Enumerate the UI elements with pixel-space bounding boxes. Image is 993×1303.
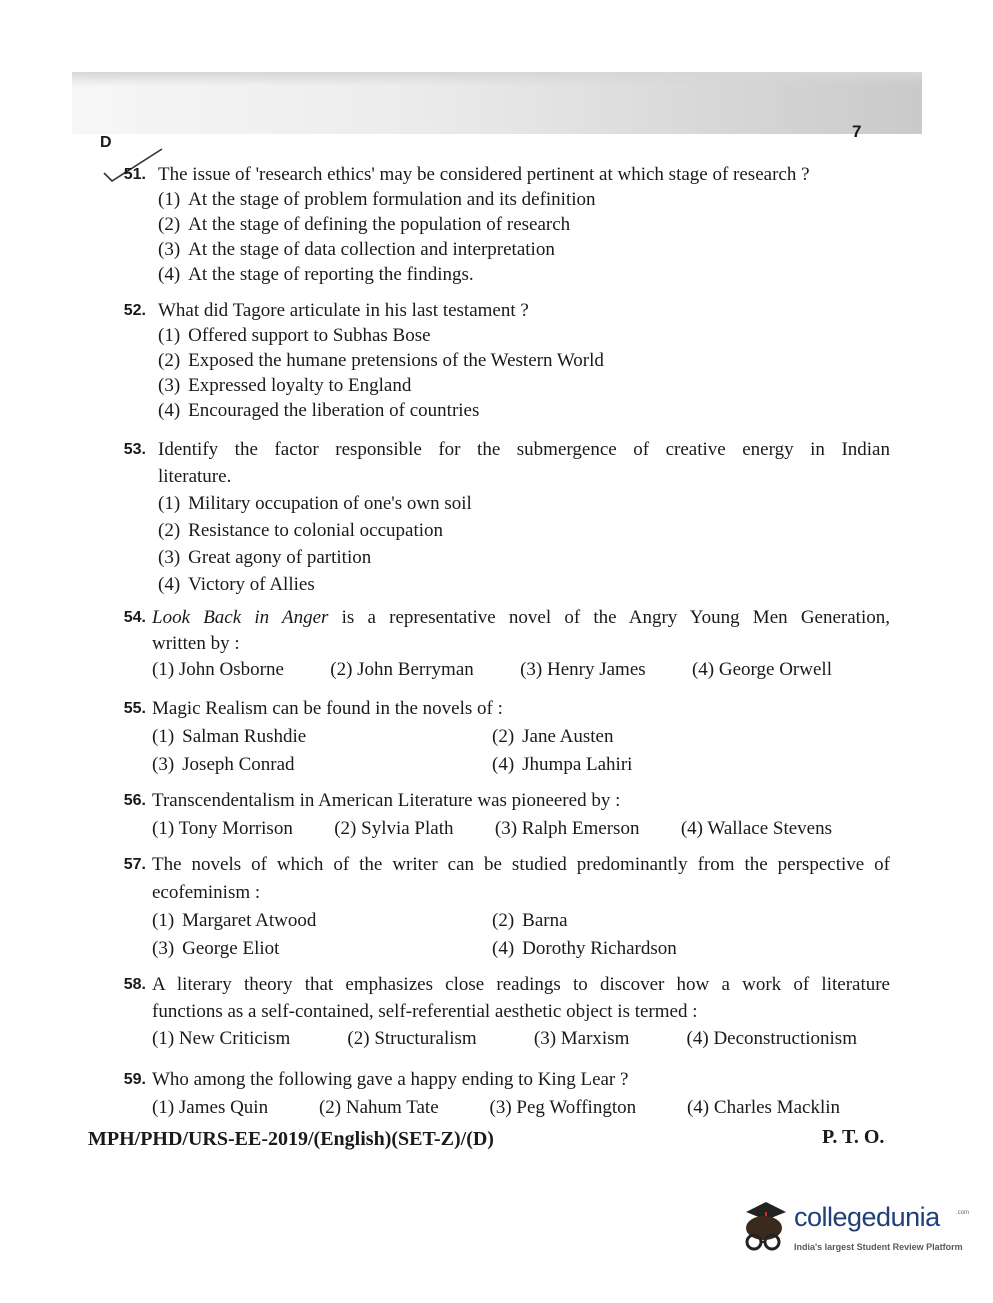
scan-shadow-strip <box>72 72 922 134</box>
option: (2) Jane Austen <box>492 726 614 747</box>
option: (3) Great agony of partition <box>158 547 372 568</box>
page-number: 7 <box>852 122 862 141</box>
collegedunia-watermark <box>736 1198 970 1262</box>
option: (3) Peg Woffington <box>489 1097 637 1118</box>
question-number: 55. <box>123 700 146 717</box>
options-row <box>152 751 890 779</box>
question-52 <box>100 298 890 423</box>
option: (4) Wallace Stevens <box>680 818 832 839</box>
options-row <box>152 1094 840 1122</box>
question-number: 51. <box>123 166 146 183</box>
option: (3) Henry James <box>520 659 646 680</box>
option: (2) Nahum Tate <box>318 1097 439 1118</box>
question-58 <box>100 971 890 1052</box>
option: (4) Encouraged the liberation of countries <box>158 400 480 421</box>
question-text-line2: written by : <box>152 633 240 654</box>
question-text: What did Tagore articulate in his last testament ? <box>158 300 529 321</box>
question-text-line2: ecofeminism : <box>152 882 261 903</box>
option: (3) Expressed loyalty to England <box>158 375 412 396</box>
option: (1) Tony Morrison <box>152 818 293 839</box>
book-title: Look Back in Anger <box>152 607 329 628</box>
option: (1) At the stage of problem formulation and its definition <box>158 189 596 210</box>
question-text-line1: The novels of which of the writer can be studied predominantly from the perspective of <box>152 854 890 875</box>
question-text-line1: Identify the factor responsible for the submergence of creative energy in Indian <box>158 439 890 460</box>
question-number: 59. <box>123 1071 146 1088</box>
options-row <box>152 723 890 751</box>
exam-code: MPH/PHD/URS-EE-2019/(English)(SET-Z)/(D) <box>88 1128 494 1150</box>
option: (1) James Quin <box>152 1097 269 1118</box>
question-number: 57. <box>123 856 146 873</box>
question-number: 54. <box>123 609 146 626</box>
option: (4) Dorothy Richardson <box>492 938 677 959</box>
question-55 <box>100 695 890 779</box>
question-number: 56. <box>123 792 146 809</box>
question-53 <box>100 436 890 598</box>
option: (3) Ralph Emerson <box>494 818 640 839</box>
question-59 <box>100 1066 890 1122</box>
domain-superscript: .com <box>956 1210 970 1216</box>
question-number: 52. <box>123 302 146 319</box>
option: (1) New Criticism <box>152 1028 291 1049</box>
option: (3) Marxism <box>533 1028 630 1049</box>
option: (2) John Berryman <box>330 659 474 680</box>
set-marker: D <box>100 134 112 151</box>
option: (3) George Eliot <box>152 938 280 959</box>
option: (4) Deconstructionism <box>686 1028 857 1049</box>
question-56 <box>100 787 890 843</box>
question-51 <box>100 162 890 287</box>
option: (2) Barna <box>492 910 568 931</box>
option: (2) At the stage of defining the population of research <box>158 214 571 235</box>
question-text-line1: A literary theory that emphasizes close readings to discover how a work of literature <box>152 974 890 995</box>
question-text-line2: literature. <box>158 466 232 487</box>
options-row <box>152 1025 857 1052</box>
question-number: 53. <box>123 441 146 458</box>
options-list <box>158 490 890 598</box>
option: (1) Salman Rushdie <box>152 726 307 747</box>
option: (2) Exposed the humane pretensions of the Western World <box>158 350 604 371</box>
question-text: The issue of 'research ethics' may be considered pertinent at which stage of research ? <box>158 164 810 185</box>
option: (4) Jhumpa Lahiri <box>492 754 633 775</box>
option: (3) Joseph Conrad <box>152 754 295 775</box>
option: (1) Offered support to Subhas Bose <box>158 325 431 346</box>
question-57 <box>100 851 890 963</box>
question-text-line1: Look Back in Anger is a representative novel of the Angry Young Men Generation, <box>152 607 890 628</box>
mascot-icon <box>736 1198 792 1258</box>
brand-tagline: India's largest Student Review Platform <box>794 1242 963 1252</box>
options-row <box>152 657 832 683</box>
option: (4) Victory of Allies <box>158 574 315 595</box>
option: (4) At the stage of reporting the findings. <box>158 264 474 285</box>
question-text: Magic Realism can be found in the novels of : <box>152 698 503 719</box>
question-text-line2: functions as a self-contained, self-referential aesthetic object is termed : <box>152 1001 698 1022</box>
question-text: Transcendentalism in American Literature was pioneered by : <box>152 790 621 811</box>
option: (4) Charles Macklin <box>686 1097 840 1118</box>
option: (4) George Orwell <box>691 659 832 680</box>
option: (1) Military occupation of one's own soil <box>158 493 472 514</box>
option: (2) Sylvia Plath <box>334 818 454 839</box>
option: (3) At the stage of data collection and interpretation <box>158 239 555 260</box>
question-number: 58. <box>123 976 146 993</box>
pto-marker: P. T. O. <box>822 1126 885 1148</box>
brand-name: collegedunia <box>794 1202 940 1232</box>
options-list <box>158 187 890 287</box>
question-text: Who among the following gave a happy ending to King Lear ? <box>152 1069 629 1090</box>
option: (1) John Osborne <box>152 659 284 680</box>
option: (1) Margaret Atwood <box>152 910 317 931</box>
options-list <box>158 323 890 423</box>
options-row <box>152 935 890 963</box>
question-54 <box>100 605 890 683</box>
option: (2) Resistance to colonial occupation <box>158 520 443 541</box>
option: (2) Structuralism <box>347 1028 477 1049</box>
options-row <box>152 907 890 935</box>
options-row <box>152 815 832 843</box>
